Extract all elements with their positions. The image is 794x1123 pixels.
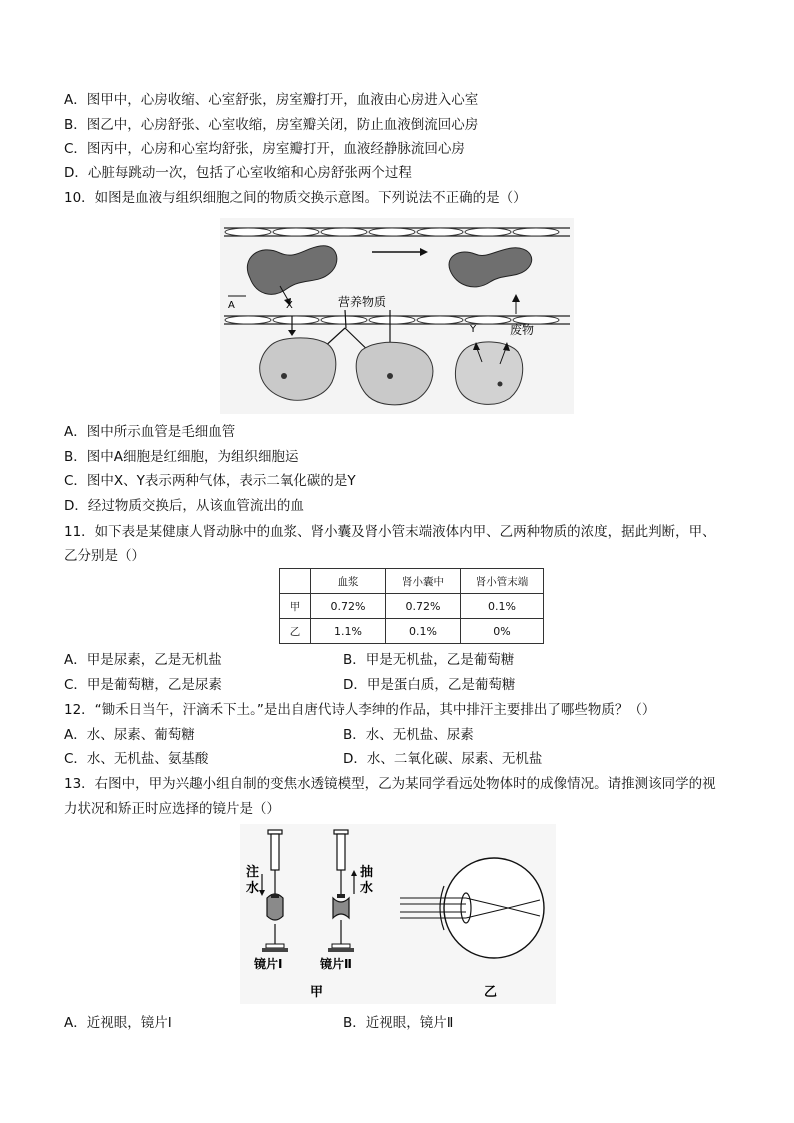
q10-option-d: D．经过物质交换后，从该血管流出的血 (64, 498, 304, 514)
q12-option-d: D．水、二氧化碳、尿素、无机盐 (343, 751, 543, 767)
q12-option-c: C．水、无机盐、氨基酸 (64, 751, 209, 767)
tissue-cell-2 (356, 342, 433, 405)
q12-stem: 12．“锄禾日当午，汗滴禾下土。”是出自唐代诗人李绅的作品，其中排汗主要排出了哪些物质？（） (64, 702, 656, 718)
q11-stem-line1: 11．如下表是某健康人肾动脉中的血浆、肾小囊及肾小管末端液体内甲、乙两种物质的浓度，据此判断，甲、 (64, 524, 716, 540)
table-header-cell: 血浆 (311, 569, 386, 594)
q10-option-c: C．图中X、Y表示两种气体，表示二氧化碳的是Y (64, 473, 356, 489)
label-nutrients: 营养物质 (338, 295, 387, 309)
table-cell: 乙 (280, 619, 311, 644)
q9-option-d: D．心脏每跳动一次，包括了心室收缩和心房舒张两个过程 (64, 165, 412, 181)
q12-option-b: B．水、无机盐、尿素 (343, 727, 474, 743)
q11-option-b: B．甲是无机盐，乙是葡萄糖 (343, 652, 515, 668)
label-lens2: 镜片Ⅱ (320, 957, 352, 971)
label-inject-2: 水 (246, 881, 260, 896)
eyeball (444, 858, 544, 958)
table-row (280, 619, 544, 644)
q13-option-a: A．近视眼，镜片Ⅰ (64, 1015, 172, 1031)
tissue-cell-1 (260, 338, 336, 400)
q11-stem-line2: 乙分别是（） (64, 548, 145, 564)
label-x: X (286, 300, 293, 311)
q10-figure-exchange-diagram (220, 218, 574, 414)
q11-concentration-table (279, 568, 544, 644)
q9-option-c: C．图丙中，心房和心室均舒张，房室瓣打开，血液经静脉流回心房 (64, 141, 465, 157)
q11-option-a: A．甲是尿素，乙是无机盐 (64, 652, 222, 668)
table-cell: 0.1% (386, 619, 461, 644)
label-a: A (228, 300, 235, 311)
q9-option-b: B．图乙中，心房舒张、心室收缩，房室瓣关闭，防止血液倒流回心房 (64, 117, 479, 133)
table-header-row (280, 569, 544, 594)
label-extract-2: 水 (360, 881, 374, 896)
q10-stem: 10．如图是血液与组织细胞之间的物质交换示意图。下列说法不正确的是（） (64, 190, 527, 206)
q10-option-b: B．图中A细胞是红细胞，为组织细胞运 (64, 449, 299, 465)
label-jia: 甲 (310, 985, 324, 1000)
label-yi: 乙 (484, 985, 498, 1000)
q9-option-a: A．图甲中，心房收缩、心室舒张，房室瓣打开，血液由心房进入心室 (64, 92, 479, 108)
label-inject-1: 注 (246, 865, 260, 880)
table-cell: 甲 (280, 594, 311, 619)
q13-figure-lens-model-and-eye (240, 824, 556, 1004)
q11-option-d: D．甲是蛋白质，乙是葡萄糖 (343, 677, 516, 693)
q12-option-a: A．水、尿素、葡萄糖 (64, 727, 195, 743)
label-y: Y (470, 324, 477, 335)
label-lens1: 镜片Ⅰ (254, 957, 283, 971)
label-waste: 废物 (510, 323, 535, 337)
label-extract-1: 抽 (360, 865, 374, 880)
q11-option-c: C．甲是葡萄糖，乙是尿素 (64, 677, 222, 693)
q13-option-b: B．近视眼，镜片Ⅱ (343, 1015, 454, 1031)
q10-option-a: A．图中所示血管是毛细血管 (64, 424, 236, 440)
q13-stem-line2: 力状况和矫正时应选择的镜片是（） (64, 801, 280, 817)
table-cell: 0.1% (461, 594, 544, 619)
table-cell: 0.72% (386, 594, 461, 619)
table-header-cell: 肾小囊中 (386, 569, 461, 594)
table-cell: 1.1% (311, 619, 386, 644)
table-header-cell (280, 569, 311, 594)
table-cell: 0% (461, 619, 544, 644)
table-header-cell: 肾小管末端 (461, 569, 544, 594)
tissue-cell-3 (455, 342, 522, 404)
table-row (280, 594, 544, 619)
table-cell: 0.72% (311, 594, 386, 619)
q13-stem-line1: 13．右图中，甲为兴趣小组自制的变焦水透镜模型，乙为某同学看远处物体时的成像情况。请推测该同学的视 (64, 776, 716, 792)
